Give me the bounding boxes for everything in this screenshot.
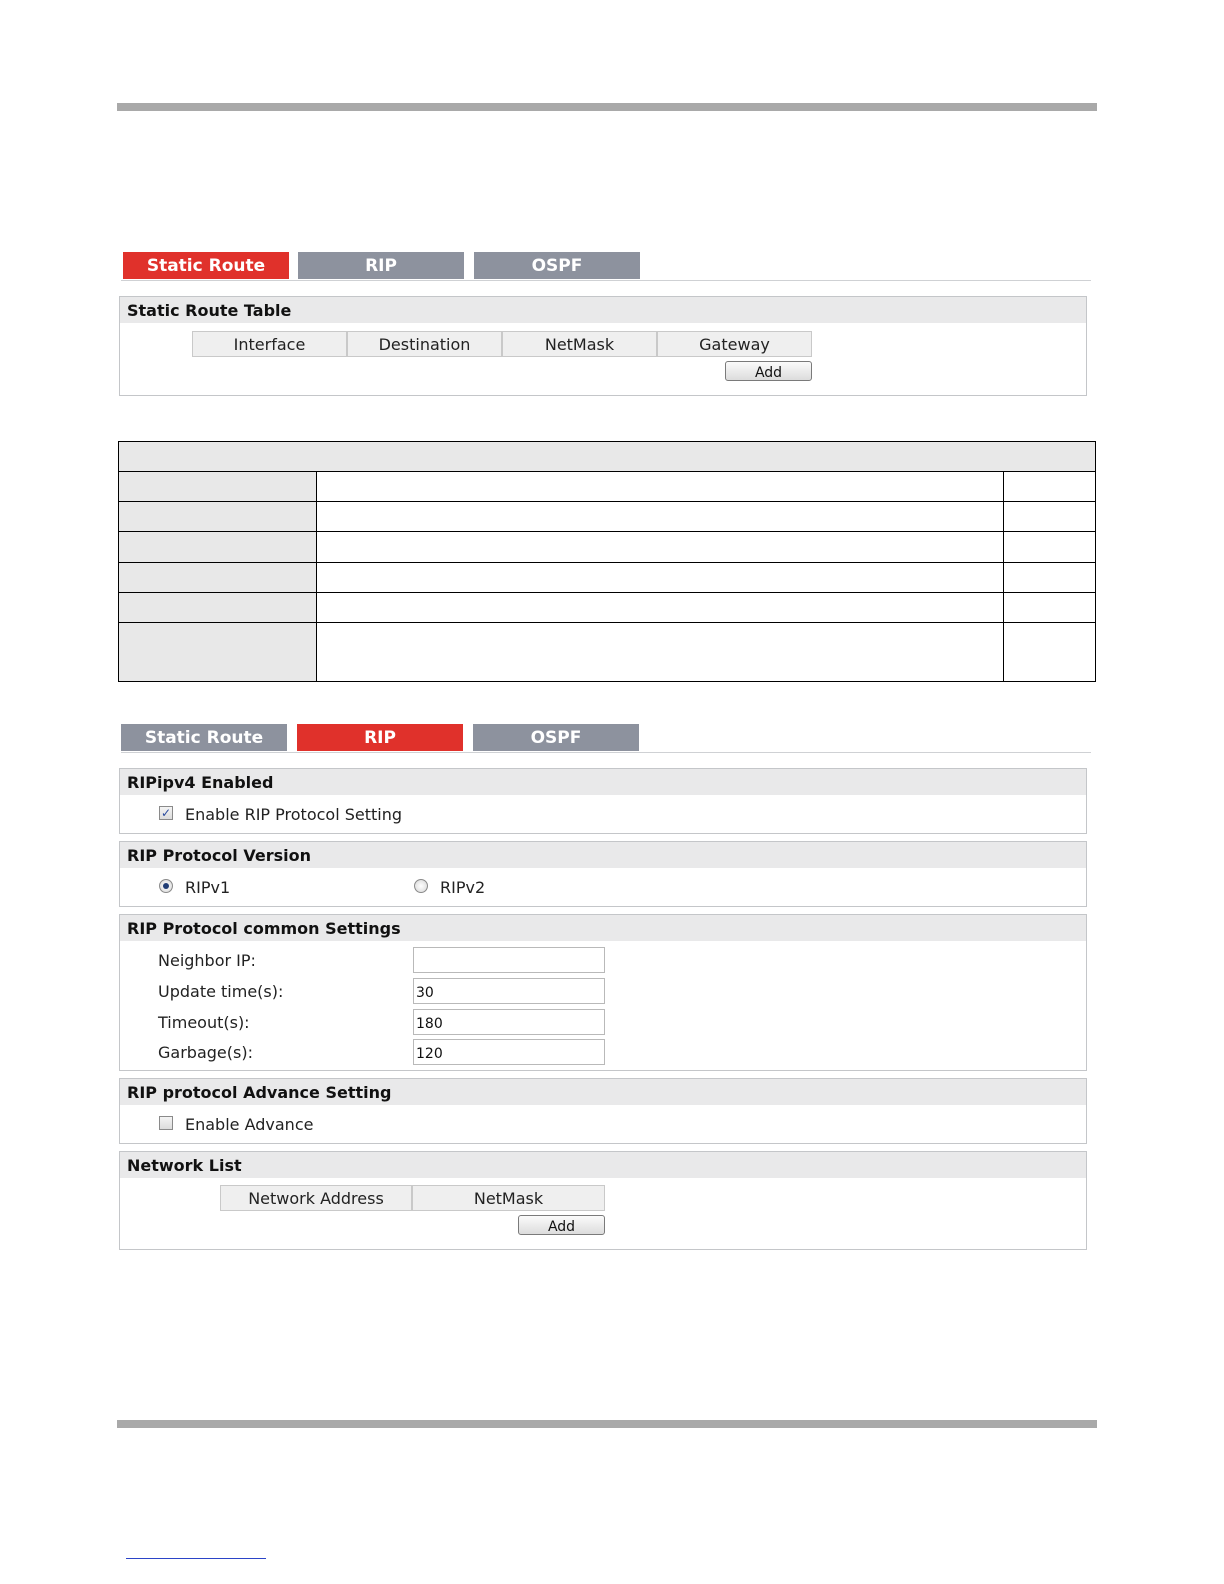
table-row bbox=[119, 472, 1096, 502]
tab-rip[interactable]: RIP bbox=[297, 724, 463, 751]
column-gateway: Gateway bbox=[657, 331, 812, 357]
rip-advance-panel bbox=[119, 1078, 1087, 1144]
garbage-input[interactable] bbox=[413, 1039, 605, 1065]
ripv2-radio[interactable] bbox=[414, 879, 428, 893]
parameter-table bbox=[118, 441, 1096, 682]
network-list-panel bbox=[119, 1151, 1087, 1250]
rip-enabled-panel bbox=[119, 768, 1087, 834]
column-netmask: NetMask bbox=[412, 1185, 605, 1211]
garbage-label: Garbage(s): bbox=[158, 1043, 253, 1062]
footer-link-underline bbox=[126, 1558, 266, 1559]
update-time-label: Update time(s): bbox=[158, 982, 284, 1001]
neighbor-ip-input[interactable] bbox=[413, 947, 605, 973]
rip-version-title: RIP Protocol Version bbox=[120, 842, 1086, 868]
timeout-input[interactable] bbox=[413, 1009, 605, 1035]
network-list-title: Network List bbox=[120, 1152, 1086, 1178]
column-network-address: Network Address bbox=[220, 1185, 412, 1211]
routing-tabs-rip bbox=[121, 724, 1091, 753]
static-route-title: Static Route Table bbox=[120, 297, 1086, 323]
rip-version-panel bbox=[119, 841, 1087, 907]
update-time-input[interactable] bbox=[413, 978, 605, 1004]
add-static-route-button[interactable]: Add bbox=[725, 361, 812, 381]
radio-selected-dot bbox=[163, 883, 169, 889]
column-destination: Destination bbox=[347, 331, 502, 357]
tab-ospf[interactable]: OSPF bbox=[474, 252, 640, 279]
page-header-rule bbox=[117, 103, 1097, 111]
tab-rip[interactable]: RIP bbox=[298, 252, 464, 279]
table-row bbox=[119, 502, 1096, 532]
enable-advance-checkbox[interactable] bbox=[159, 1116, 173, 1130]
add-network-button[interactable]: Add bbox=[518, 1215, 605, 1235]
neighbor-ip-label: Neighbor IP: bbox=[158, 951, 256, 970]
ripv1-label: RIPv1 bbox=[185, 878, 231, 897]
enable-advance-label: Enable Advance bbox=[185, 1115, 314, 1134]
rip-common-title: RIP Protocol common Settings bbox=[120, 915, 1086, 941]
table-header-row bbox=[119, 442, 1096, 472]
ripv1-radio[interactable] bbox=[159, 879, 173, 893]
page-footer-rule bbox=[117, 1420, 1097, 1428]
ripv2-label: RIPv2 bbox=[440, 878, 486, 897]
enable-rip-label: Enable RIP Protocol Setting bbox=[185, 805, 403, 824]
rip-advance-title: RIP protocol Advance Setting bbox=[120, 1079, 1086, 1105]
rip-enabled-title: RIPipv4 Enabled bbox=[120, 769, 1086, 795]
static-route-panel bbox=[119, 296, 1087, 396]
tab-static-route[interactable]: Static Route bbox=[123, 252, 289, 279]
column-netmask: NetMask bbox=[502, 331, 657, 357]
tab-static-route[interactable]: Static Route bbox=[121, 724, 287, 751]
table-row bbox=[119, 562, 1096, 592]
column-interface: Interface bbox=[192, 331, 347, 357]
enable-rip-checkbox[interactable]: ✓ bbox=[160, 806, 172, 820]
table-row bbox=[119, 532, 1096, 562]
table-row bbox=[119, 592, 1096, 622]
routing-tabs-static bbox=[121, 252, 1091, 281]
table-row bbox=[119, 622, 1096, 681]
tab-ospf[interactable]: OSPF bbox=[473, 724, 639, 751]
timeout-label: Timeout(s): bbox=[158, 1013, 250, 1032]
